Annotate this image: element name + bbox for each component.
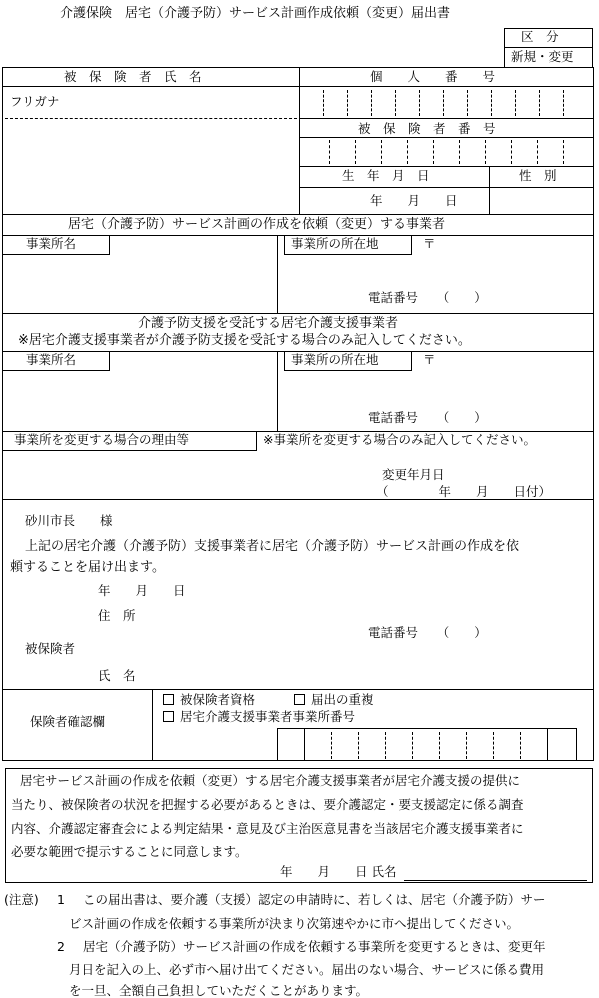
support-heading: 介護予防支援を受託する居宅介護支援事業者 — [138, 316, 399, 331]
provider-phone-label: 電話番号 （ ） — [368, 290, 487, 305]
change-reason-field[interactable] — [6, 454, 366, 494]
note1-number: 1 — [57, 892, 65, 907]
sex-header: 性 別 — [519, 168, 557, 183]
support-phone-label: 電話番号 （ ） — [368, 410, 487, 425]
furigana-divider — [5, 118, 297, 119]
checkbox-icon[interactable] — [163, 694, 174, 705]
support-note: ※居宅介護支援事業者が介護予防支援を受託する場合のみ記入してください。 — [18, 333, 471, 348]
insured-name-header: 被 保 険 者 氏 名 — [64, 69, 202, 84]
note2-number: 2 — [57, 939, 65, 954]
change-note: ※事業所を変更する場合のみ記入してください。 — [263, 432, 536, 447]
change-date-field[interactable]: （ 年 月 日付） — [376, 484, 552, 499]
furigana-field[interactable] — [12, 92, 292, 114]
insured-number-field[interactable] — [301, 138, 593, 165]
declaration-body-line1: 上記の居宅介護（介護予防）支援事業者に居宅（介護予防）サービス計画の作成を依 — [25, 539, 520, 554]
declaration-phone-label: 電話番号 （ ） — [368, 625, 487, 640]
category-value[interactable]: 新規・変更 — [511, 49, 574, 64]
declaration-body-line2: 頼することを届け出ます。 — [10, 560, 165, 575]
declaration-name-label: 氏 名 — [98, 668, 136, 683]
insurer-check-item1[interactable]: 被保険者資格 — [163, 694, 255, 707]
declaration-address-label: 住 所 — [98, 608, 136, 623]
insurer-check-label: 保険者確認欄 — [30, 714, 106, 729]
support-office-name-field[interactable] — [6, 374, 272, 428]
declaration-date[interactable]: 年 月 日 — [98, 583, 186, 598]
note2-line3: を一旦、全額自己負担していただくことがあります。 — [69, 983, 369, 998]
provider-postal-mark: 〒 — [423, 236, 436, 251]
note1-line2: ビス計画の作成を依頼する事業所が決まり次第速やかに市へ提出してください。 — [69, 916, 520, 931]
personal-number-field[interactable] — [301, 87, 593, 118]
insured-number-header: 被 保 険 者 番 号 — [358, 121, 496, 136]
provider-office-name-field[interactable] — [6, 258, 272, 310]
change-date-label: 変更年月日 — [382, 467, 445, 482]
provider-office-name-label: 事業所名 — [26, 236, 77, 251]
consent-line2: 当たり、被保険者の状況を把握する必要があるときは、要介護認定・要支援認定に係る調査 — [11, 797, 524, 812]
category-header: 区 分 — [521, 29, 559, 44]
support-address-field[interactable] — [282, 374, 590, 408]
declaration-address-field[interactable] — [150, 605, 570, 625]
birthdate-header: 生 年 月 日 — [342, 168, 430, 183]
note1-line1: この届出書は、要介護（支援）認定の申請時に、若しくは、居宅（介護予防）サー — [83, 892, 546, 907]
provider-address-label: 事業所の所在地 — [291, 236, 379, 251]
insurer-check-item3[interactable]: 居宅介護支援事業者事業所番号 — [163, 711, 355, 724]
support-postal-mark: 〒 — [423, 352, 436, 367]
change-reason-label: 事業所を変更する場合の理由等 — [14, 432, 190, 447]
office-number-field[interactable] — [277, 728, 577, 761]
furigana-label: フリガナ — [10, 94, 60, 109]
consent-name-field[interactable] — [420, 862, 580, 880]
checkbox-icon[interactable] — [163, 711, 174, 722]
consent-sign-line: 年 月 日 氏名 — [280, 864, 397, 879]
sex-field[interactable] — [491, 189, 591, 213]
note2-line1: 居宅（介護予防）サービス計画の作成を依頼する事業所を変更するときは、変更年 — [83, 939, 546, 954]
note2-line2: 月日を記入の上、必ず市へ届け出てください。届出のない場合、サービスに係る費用 — [69, 962, 545, 977]
consent-line4: 必要な範囲で提示することに同意します。 — [11, 844, 248, 859]
checkbox-icon[interactable] — [294, 694, 305, 705]
insured-name-field[interactable] — [6, 122, 296, 212]
support-address-label: 事業所の所在地 — [291, 352, 379, 367]
form-title: 介護保険 居宅（介護予防）サービス計画作成依頼（変更）届出書 — [60, 6, 451, 21]
birthdate-field[interactable]: 年 月 日 — [370, 193, 458, 208]
addressee: 砂川市長 様 — [25, 513, 113, 528]
consent-line3: 内容、介護認定審査会による判定結果・意見及び主治医意見書を当該居宅介護支援事業者に — [11, 821, 524, 836]
declaration-insured-label: 被保険者 — [25, 641, 76, 656]
provider-heading: 居宅（介護予防）サービス計画の作成を依頼（変更）する事業者 — [68, 217, 446, 232]
insurer-check-item2[interactable]: 届出の重複 — [294, 694, 374, 707]
signature-underline — [404, 880, 587, 881]
notes-prefix: (注意) — [4, 892, 39, 907]
provider-address-field[interactable] — [282, 258, 590, 288]
support-office-name-label: 事業所名 — [26, 352, 77, 367]
consent-line1: 居宅サービス計画の作成を依頼（変更）する居宅介護支援事業者が居宅介護支援の提供に — [20, 773, 521, 788]
personal-number-header: 個 人 番 号 — [370, 69, 496, 84]
declaration-name-field[interactable] — [150, 664, 570, 686]
